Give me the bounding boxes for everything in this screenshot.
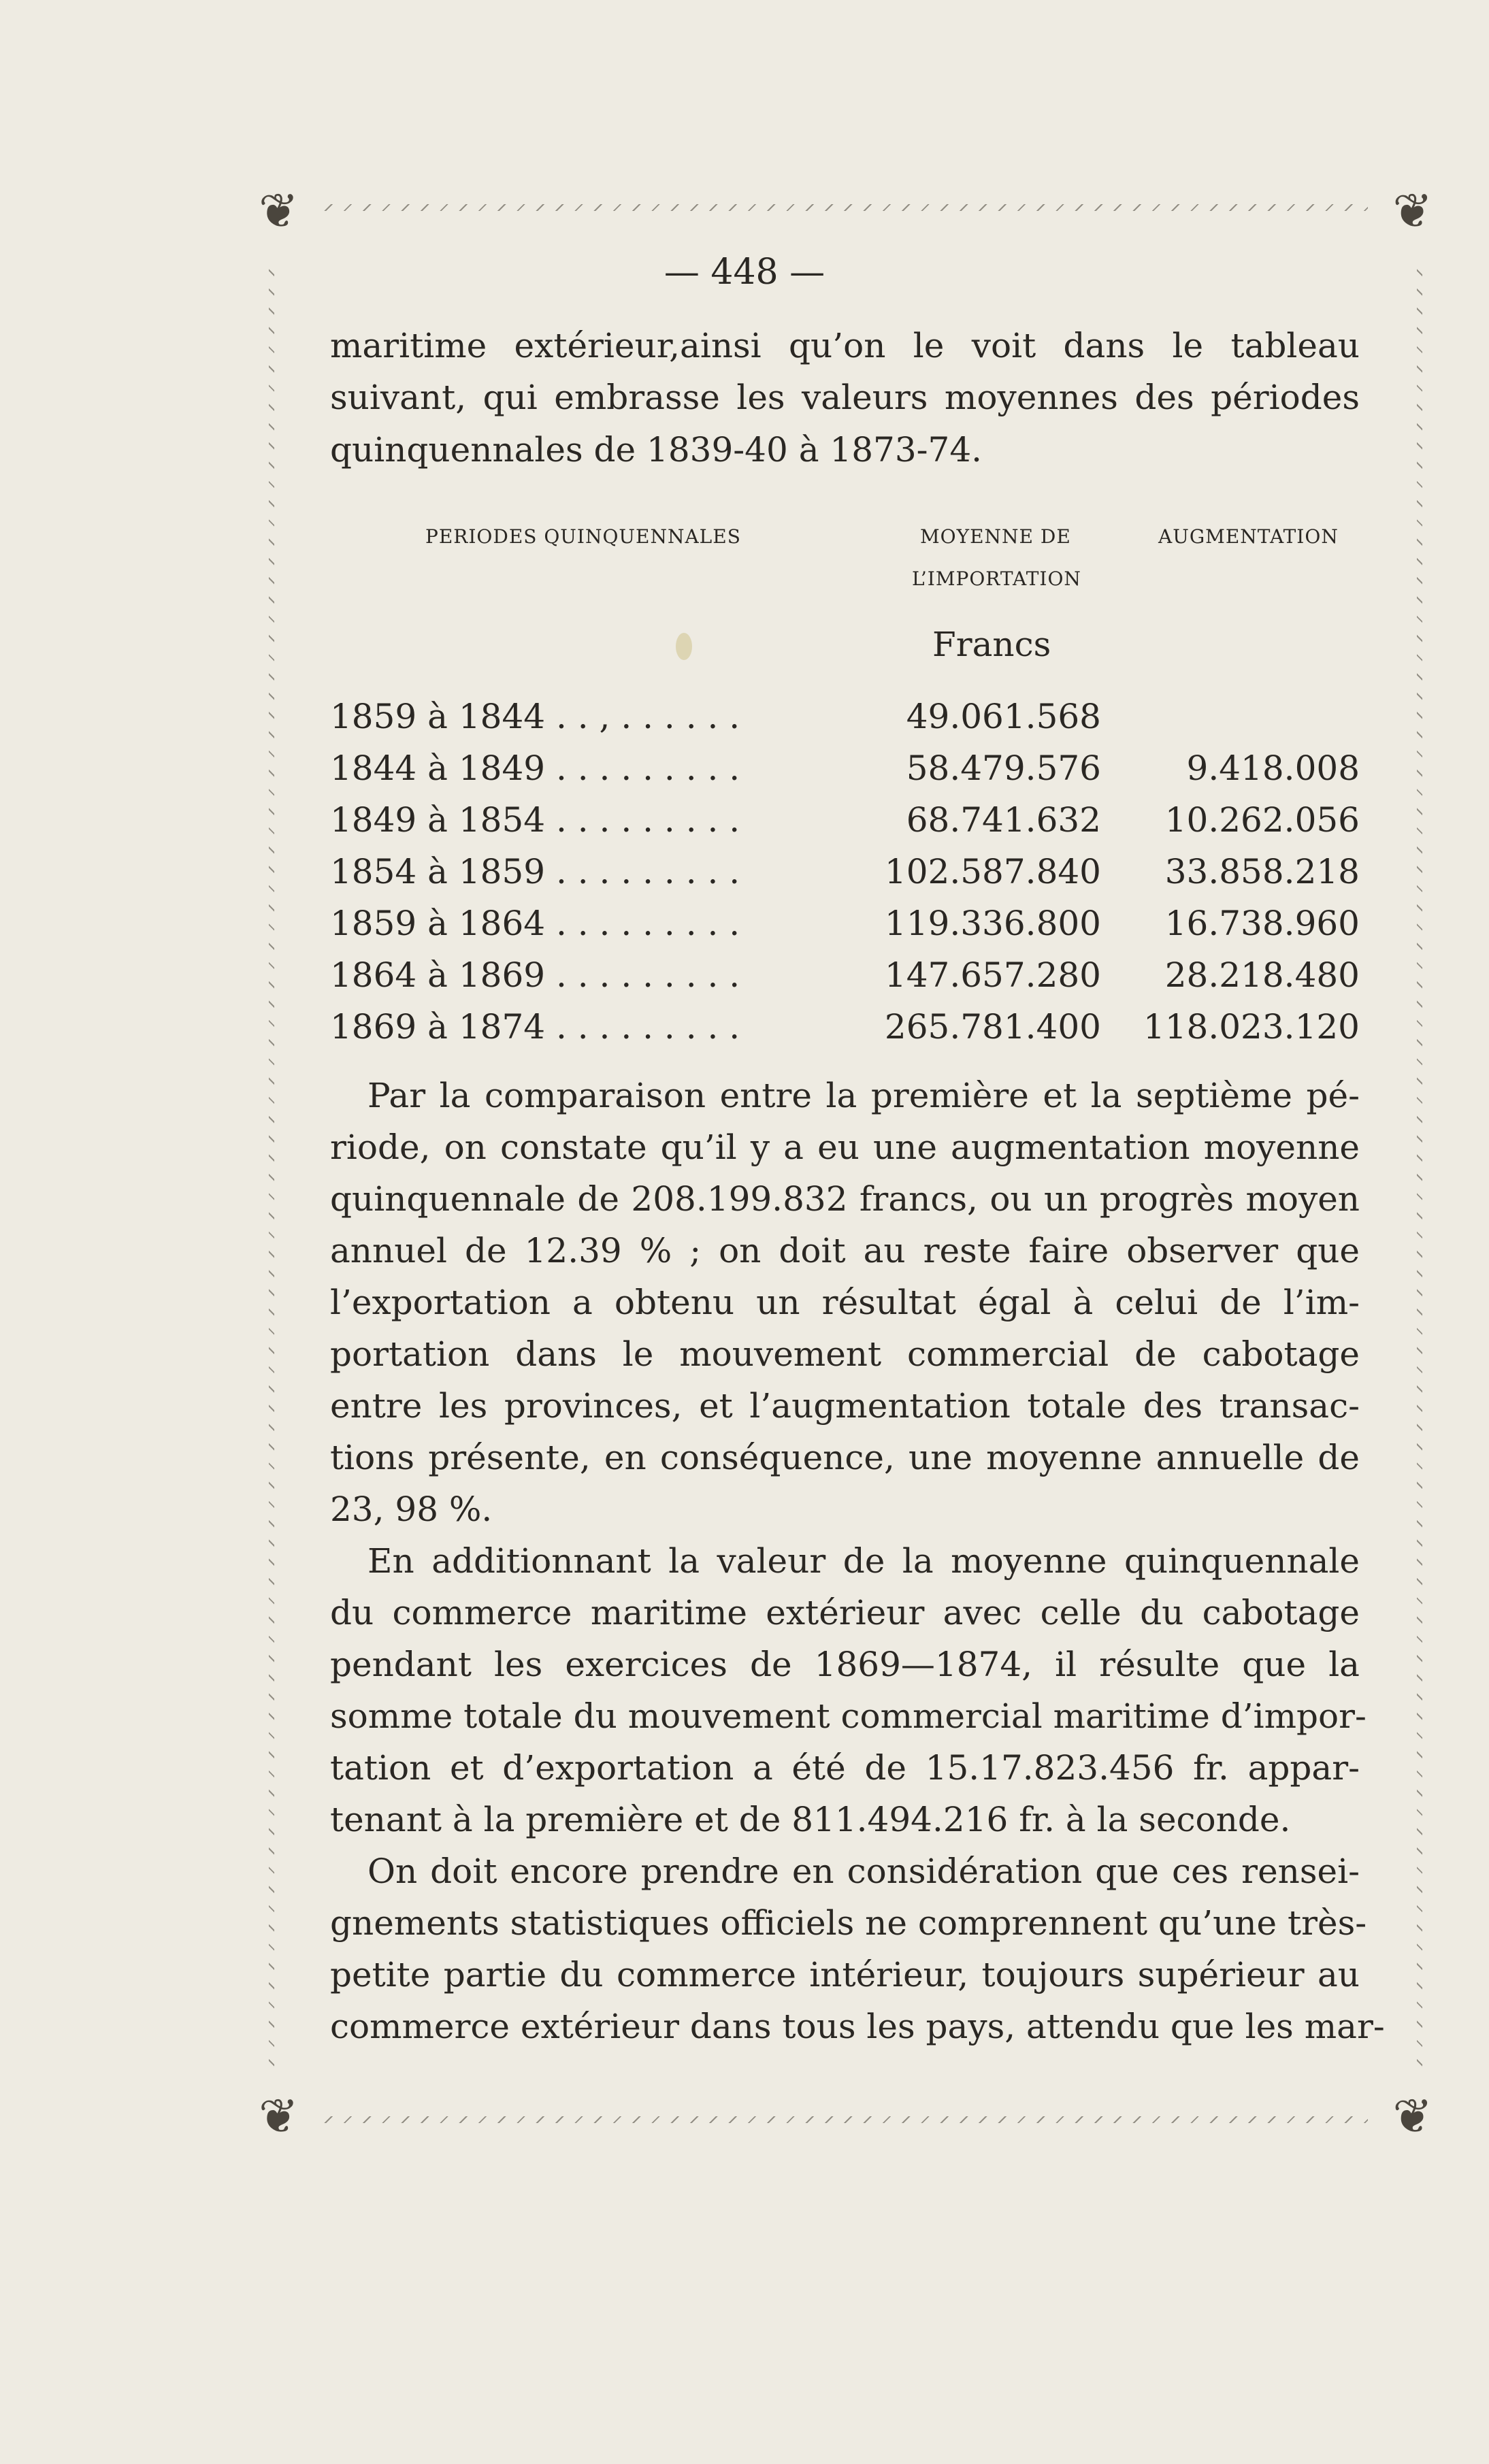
table-row	[330, 903, 1360, 944]
intro-line: suivant, qui embrasse les valeurs moyennes des périodes	[330, 378, 1360, 417]
period-cell: 1864 à 1869 . . . . . . . . .	[330, 955, 740, 995]
table-row	[330, 800, 1360, 840]
corner-ornament-icon: ❦	[259, 183, 299, 239]
column-header-period: PERIODES QUINQUENNALES	[425, 525, 741, 548]
body-line: riode, on constate qu’il y a eu une augmentation moyenne	[330, 1128, 1360, 1167]
column-header-average: MOYENNE DE	[920, 525, 1071, 548]
average-cell: 102.587.840	[884, 852, 1101, 891]
period-cell: 1854 à 1859 . . . . . . . . .	[330, 852, 740, 891]
intro-line: quinquennales de 1839-40 à 1873-74.	[330, 430, 983, 470]
increase-cell: 16.738.960	[1164, 904, 1360, 943]
period-cell: 1849 à 1854 . . . . . . . . .	[330, 800, 740, 840]
body-line: 23, 98 %.	[330, 1490, 493, 1529]
column-header-average-2: L’IMPORTATION	[912, 568, 1081, 590]
average-cell: 68.741.632	[906, 800, 1101, 840]
increase-cell: 9.418.008	[1186, 749, 1360, 788]
table-row	[330, 955, 1360, 996]
average-cell: 147.657.280	[884, 955, 1101, 995]
table-row	[330, 748, 1360, 789]
column-header-increase: AUGMENTATION	[1158, 525, 1339, 548]
intro-line: maritime extérieur,ainsi qu’on le voit dans le tableau	[330, 326, 1360, 365]
corner-ornament-icon: ❦	[259, 2088, 299, 2144]
average-cell: 58.479.576	[906, 749, 1101, 788]
average-cell: 49.061.568	[906, 697, 1101, 736]
body-line: portation dans le mouvement commercial de cabotage	[330, 1334, 1360, 1374]
body-line: entre les provinces, et l’augmentation totale des transac-	[330, 1386, 1360, 1426]
average-cell: 119.336.800	[884, 904, 1101, 943]
body-line: annuel de 12.39 % ; on doit au reste faire observer que	[330, 1231, 1360, 1270]
body-line: gnements statistiques officiels ne comprennent qu’une très-	[330, 1903, 1367, 1943]
body-line: l’exportation a obtenu un résultat égal à celui de l’im-	[330, 1283, 1360, 1322]
body-line: tenant à la première et de 811.494.216 fr. à la seconde.	[330, 1800, 1291, 1839]
body-line: du commerce maritime extérieur avec celle du cabotage	[330, 1593, 1360, 1632]
border-left	[269, 259, 274, 2069]
table-row	[330, 696, 1360, 737]
unit-label: Francs	[932, 625, 1051, 664]
body-line: petite partie du commerce intérieur, toujours supérieur au	[330, 1955, 1360, 1994]
period-cell: 1844 à 1849 . . . . . . . . .	[330, 749, 740, 788]
body-line: somme totale du mouvement commercial maritime d’impor-	[330, 1696, 1367, 1736]
increase-cell: 28.218.480	[1164, 955, 1360, 995]
corner-ornament-icon: ❦	[1392, 2088, 1433, 2144]
border-right	[1417, 259, 1422, 2069]
increase-cell: 10.262.056	[1164, 800, 1360, 840]
table-row	[330, 851, 1360, 892]
body-line: En additionnant la valeur de la moyenne quinquennale	[367, 1541, 1360, 1581]
border-top	[323, 204, 1368, 211]
body-line: On doit encore prendre en considération que ces rensei-	[367, 1852, 1360, 1891]
body-line: Par la comparaison entre la première et la septième pé-	[367, 1076, 1360, 1115]
period-cell: 1869 à 1874 . . . . . . . . .	[330, 1007, 740, 1047]
table-row	[330, 1006, 1360, 1047]
increase-cell: 118.023.120	[1143, 1007, 1360, 1047]
body-line: commerce extérieur dans tous les pays, attendu que les mar-	[330, 2007, 1385, 2046]
period-cell: 1859 à 1864 . . . . . . . . .	[330, 904, 740, 943]
page-number: — 448 —	[664, 252, 825, 293]
body-line: tions présente, en conséquence, une moyenne annuelle de	[330, 1438, 1360, 1477]
body-line: tation et d’exportation a été de 15.17.823.456 fr. appar-	[330, 1748, 1360, 1788]
increase-cell: 33.858.218	[1164, 852, 1360, 891]
border-bottom	[323, 2116, 1368, 2123]
corner-ornament-icon: ❦	[1392, 183, 1433, 239]
paper-stain	[676, 633, 692, 660]
body-line: pendant les exercices de 1869—1874, il résulte que la	[330, 1645, 1360, 1684]
average-cell: 265.781.400	[884, 1007, 1101, 1047]
period-cell: 1859 à 1844 . . , . . . . . .	[330, 697, 740, 736]
body-line: quinquennale de 208.199.832 francs, ou un progrès moyen	[330, 1179, 1360, 1219]
